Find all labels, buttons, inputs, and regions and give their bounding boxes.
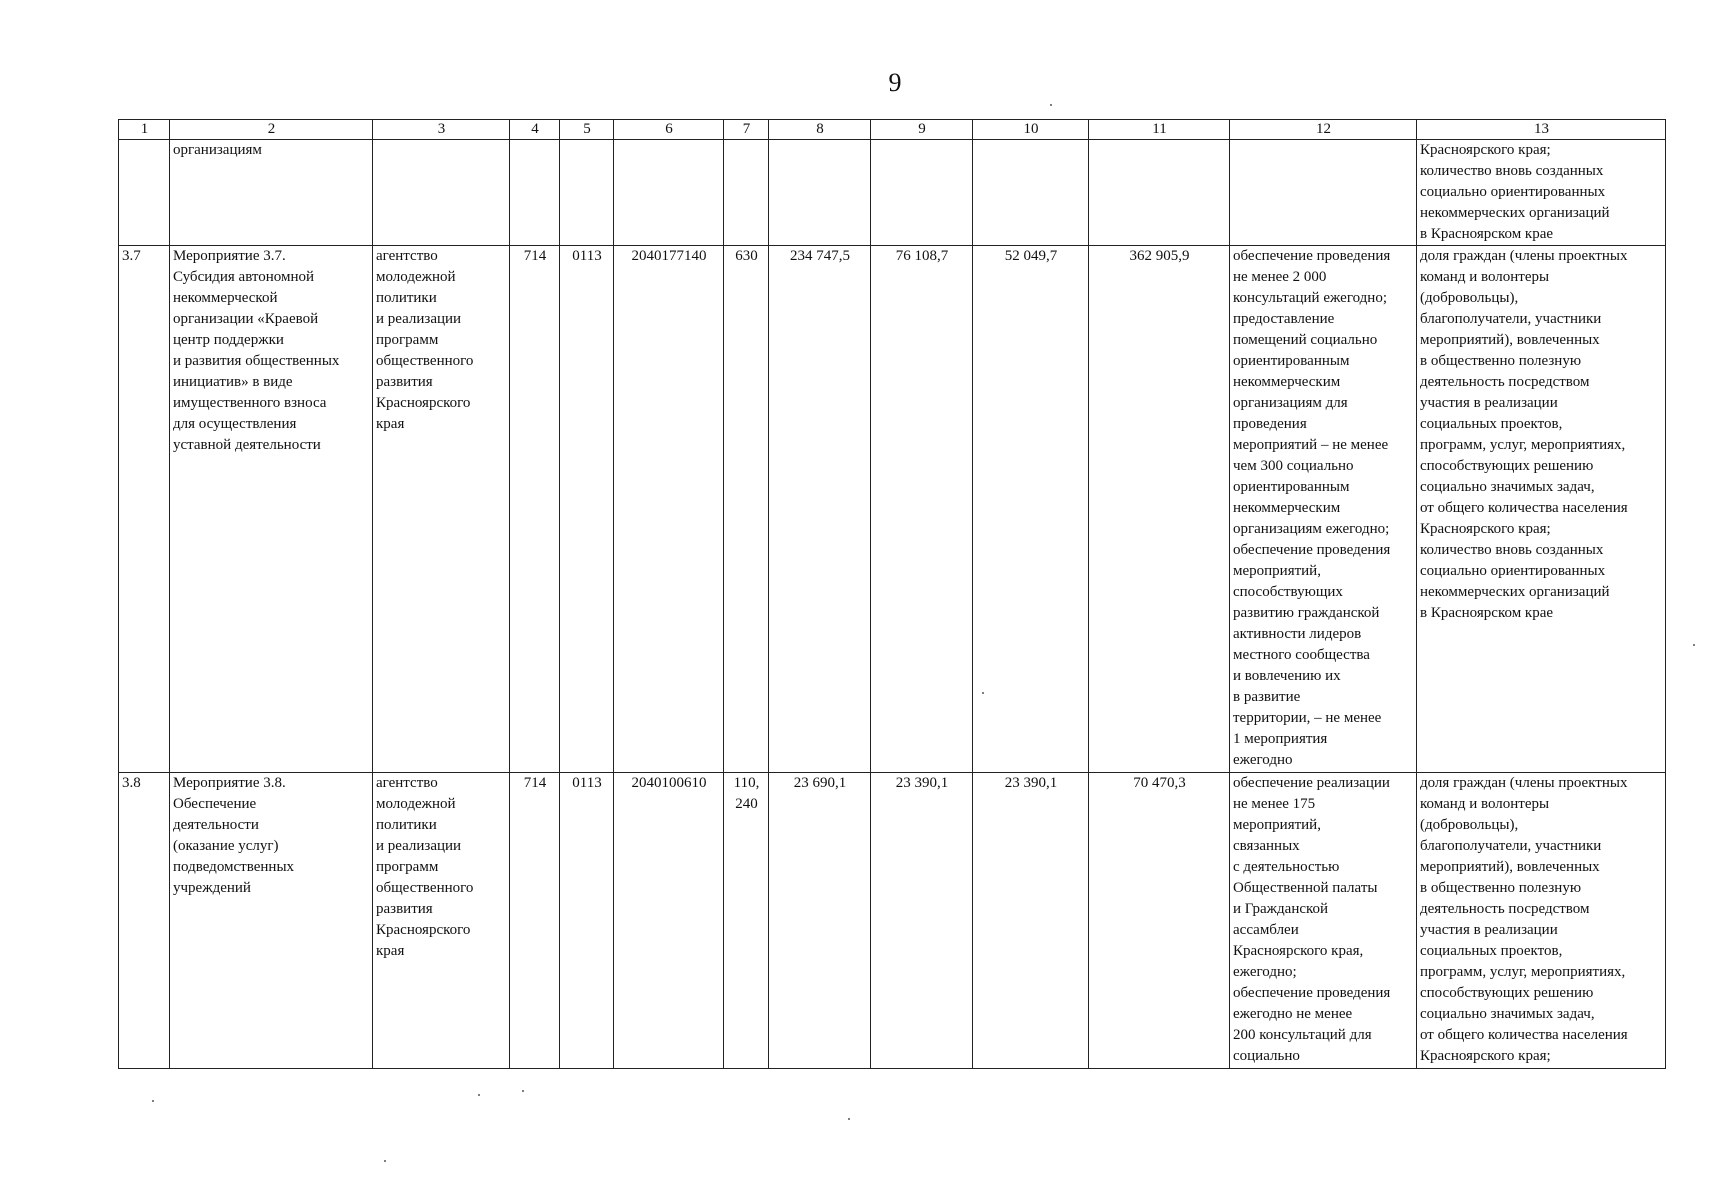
indicator-cell: доля граждан (члены проектных команд и волонтеры (добровольцы), благополучатели, участники мероприятий), вовлеченных в общественно полезную деятельность посредством участия в реализации социальных проектов, программ, услуг, мероприятиях, способствующих решению социально значимых задач, от общего количества населения Красноярского края; — [1417, 773, 1666, 1069]
table-row — [119, 140, 1666, 246]
expected-result-cell: обеспечение проведения не менее 2 000 консультаций ежегодно; предоставление помещений социально ориентированным некоммерческим организациям для проведения мероприятий – не менее чем 300 социально ориентированным некоммерческим организациям ежегодно; обеспечение проведения мероприятий, способствующих развитию гражданской активности лидеров местного сообщества и вовлечению их в развитие территории, – не менее 1 мероприятия ежегодно — [1230, 246, 1417, 773]
column-number-row — [119, 120, 1666, 140]
indicator-cell: Красноярского края; количество вновь созданных социально ориентированных некоммерческих организаций в Красноярском крае — [1417, 140, 1666, 246]
scan-speck — [1693, 644, 1695, 646]
code-cell — [614, 140, 724, 246]
row-number-cell — [119, 140, 170, 246]
code-cell: 110, 240 — [724, 773, 769, 1069]
table-row — [119, 773, 1666, 1069]
code-cell — [560, 140, 614, 246]
executor-cell: агентство молодежной политики и реализации программ общественного развития Красноярского края — [373, 246, 510, 773]
column-number: 10 — [973, 120, 1089, 140]
table-row — [119, 246, 1666, 773]
code-cell: 0113 — [560, 773, 614, 1069]
column-number: 9 — [871, 120, 973, 140]
activity-name-cell: организациям — [170, 140, 373, 246]
scan-speck — [384, 1160, 386, 1162]
scan-speck — [982, 692, 984, 694]
amount-cell: 76 108,7 — [871, 246, 973, 773]
amount-cell: 362 905,9 — [1089, 246, 1230, 773]
expected-result-cell: обеспечение реализации не менее 175 мероприятий, связанных с деятельностью Общественной палаты и Гражданской ассамблеи Красноярского края, ежегодно; обеспечение проведения ежегодно не менее 200 консультаций для социально — [1230, 773, 1417, 1069]
indicator-cell: доля граждан (члены проектных команд и волонтеры (добровольцы), благополучатели, участники мероприятий), вовлеченных в общественно полезную деятельность посредством участия в реализации социальных проектов, программ, услуг, мероприятиях, способствующих решению социально значимых задач, от общего количества населения Красноярского края; количество вновь созданных социально ориентированных некоммерческих организаций в Красноярском крае — [1417, 246, 1666, 773]
program-activities-table — [118, 119, 1666, 1069]
activity-name-cell: Мероприятие 3.7. Субсидия автономной некоммерческой организации «Краевой центр поддержки и развития общественных инициатив» в виде имущественного взноса для осуществления уставной деятельности — [170, 246, 373, 773]
code-cell — [510, 140, 560, 246]
code-cell: 630 — [724, 246, 769, 773]
executor-cell: агентство молодежной политики и реализации программ общественного развития Красноярского края — [373, 773, 510, 1069]
column-number: 1 — [119, 120, 170, 140]
amount-cell — [973, 140, 1089, 246]
amount-cell: 23 690,1 — [769, 773, 871, 1069]
column-number: 3 — [373, 120, 510, 140]
code-cell — [724, 140, 769, 246]
page-number: 9 — [888, 68, 902, 97]
column-number: 7 — [724, 120, 769, 140]
code-cell: 714 — [510, 246, 560, 773]
code-cell: 2040177140 — [614, 246, 724, 773]
column-number: 6 — [614, 120, 724, 140]
scan-speck — [478, 1094, 480, 1096]
code-cell: 2040100610 — [614, 773, 724, 1069]
column-number: 2 — [170, 120, 373, 140]
amount-cell: 52 049,7 — [973, 246, 1089, 773]
amount-cell: 23 390,1 — [973, 773, 1089, 1069]
scan-speck — [152, 1100, 154, 1102]
amount-cell: 234 747,5 — [769, 246, 871, 773]
column-number: 4 — [510, 120, 560, 140]
column-number: 13 — [1417, 120, 1666, 140]
column-number: 5 — [560, 120, 614, 140]
code-cell: 714 — [510, 773, 560, 1069]
amount-cell — [1089, 140, 1230, 246]
column-number: 8 — [769, 120, 871, 140]
row-number-cell: 3.7 — [119, 246, 170, 773]
amount-cell — [769, 140, 871, 246]
amount-cell: 23 390,1 — [871, 773, 973, 1069]
activity-name-cell: Мероприятие 3.8. Обеспечение деятельности (оказание услуг) подведомственных учреждений — [170, 773, 373, 1069]
scan-speck — [848, 1118, 850, 1120]
column-number: 12 — [1230, 120, 1417, 140]
row-number-cell: 3.8 — [119, 773, 170, 1069]
scan-speck — [1050, 104, 1052, 106]
amount-cell — [871, 140, 973, 246]
amount-cell: 70 470,3 — [1089, 773, 1230, 1069]
scan-speck — [522, 1090, 524, 1092]
column-number: 11 — [1089, 120, 1230, 140]
expected-result-cell — [1230, 140, 1417, 246]
code-cell: 0113 — [560, 246, 614, 773]
executor-cell — [373, 140, 510, 246]
